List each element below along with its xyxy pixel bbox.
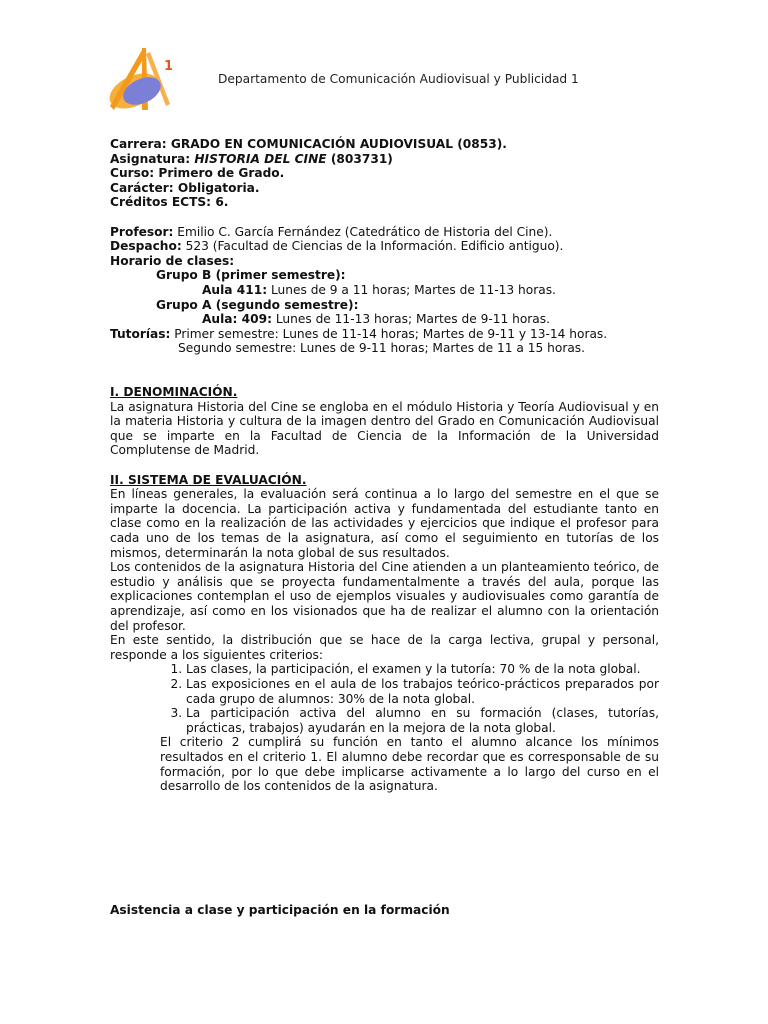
university-logo-icon xyxy=(108,44,178,118)
grupo-a-heading: Grupo A (segundo semestre): xyxy=(156,297,359,312)
evaluation-paragraph-4: El criterio 2 cumplirá su función en tanto el alumno alcance los mínimos resultados en el criterio 1. El alumno debe recordar que es corresponsable de su formación, por lo que debe implicarse activamente a lo largo del curso en el desarrollo de los contenidos de la asignatura. xyxy=(160,735,659,794)
horario-heading: Horario de clases: xyxy=(110,253,235,268)
aula-b-line: Aula 411: Lunes de 9 a 11 horas; Martes de 11-13 horas. xyxy=(202,282,556,297)
attendance-heading: Asistencia a clase y participación en la formación xyxy=(110,903,450,917)
logo-number: 1 xyxy=(164,59,174,74)
section-1-text: La asignatura Historia del Cine se engloba en el módulo Historia y Teoría Audiovisual y en la materia Historia y cultura de la imagen dentro del Grado en Comunicación Audiovisual que se imparte en la Facultad de Ciencia de la Información de la Universidad Complutense de Madrid. xyxy=(110,399,659,458)
asignatura-name: HISTORIA DEL CINE xyxy=(194,151,327,166)
department-header: Departamento de Comunicación Audiovisual y Publicidad 1 xyxy=(218,72,579,86)
profesor-line: Profesor: Emilio C. García Fernández (Catedrático de Historia del Cine). xyxy=(110,224,553,239)
list-item: 2. Las exposiciones en el aula de los trabajos teórico-prácticos preparados por cada grupo de alumnos: 30% de la nota global. xyxy=(186,677,659,706)
creditos-line: Créditos ECTS: 6. xyxy=(110,195,229,210)
section-2-heading: II. SISTEMA DE EVALUACIÓN. xyxy=(110,472,307,487)
tutorias-line-2: Segundo semestre: Lunes de 9-11 horas; Martes de 11 a 15 horas. xyxy=(178,341,586,356)
asignatura-line: Asignatura: HISTORIA DEL CINE (803731) xyxy=(110,151,393,166)
grupo-b-heading: Grupo B (primer semestre): xyxy=(156,268,346,283)
list-item: 1. Las clases, la participación, el examen y la tutoría: 70 % de la nota global. xyxy=(186,662,659,677)
list-item: 3. La participación activa del alumno en su formación (clases, tutorías, prácticas, trabajos) ayudarán en la mejora de la nota global. xyxy=(186,706,659,735)
evaluation-paragraph-1: En líneas generales, la evaluación será continua a lo largo del semestre en el que se imparte la docencia. La participación activa y fundamentada del estudiante tanto en clase como en la realización de las actividades y ejercicios que indique el profesor para cada uno de los temas de la asignatura, así como el seguimiento en tutorías de los mismos, determinarán la nota global de sus resultados. xyxy=(110,487,659,560)
document-body xyxy=(110,137,659,794)
carrera-value: GRADO EN COMUNICACIÓN AUDIOVISUAL (0853). xyxy=(170,137,507,151)
criteria-list xyxy=(110,662,659,735)
evaluation-paragraph-3: En este sentido, la distribución que se hace de la carga lectiva, grupal y personal, responde a los siguientes criterios: xyxy=(110,633,659,662)
evaluation-paragraph-2: Los contenidos de la asignatura Historia del Cine atienden a un planteamiento teórico, de estudio y análisis que se proyecta fundamentalmente a través del aula, porque las explicaciones contemplan el uso de ejemplos visuales y audiovisuales como garantía de aprendizaje, así como en los visionados que ha de realizar el alumno con la orientación del profesor. xyxy=(110,560,659,633)
caracter-line: Carácter: Obligatoria. xyxy=(110,180,260,195)
carrera-line: Carrera: GRADO EN COMUNICACIÓN AUDIOVISUAL (0853). xyxy=(110,137,507,151)
despacho-line: Despacho: 523 (Facultad de Ciencias de la Información. Edificio antiguo). xyxy=(110,239,564,254)
section-1-heading: I. DENOMINACIÓN. xyxy=(110,385,238,400)
aula-a-line: Aula: 409: Lunes de 11-13 horas; Martes de 9-11 horas. xyxy=(202,312,550,327)
tutorias-line-1: Tutorías: Primer semestre: Lunes de 11-14 horas; Martes de 9-11 y 13-14 horas. xyxy=(110,326,608,341)
curso-line: Curso: Primero de Grado. xyxy=(110,166,285,181)
